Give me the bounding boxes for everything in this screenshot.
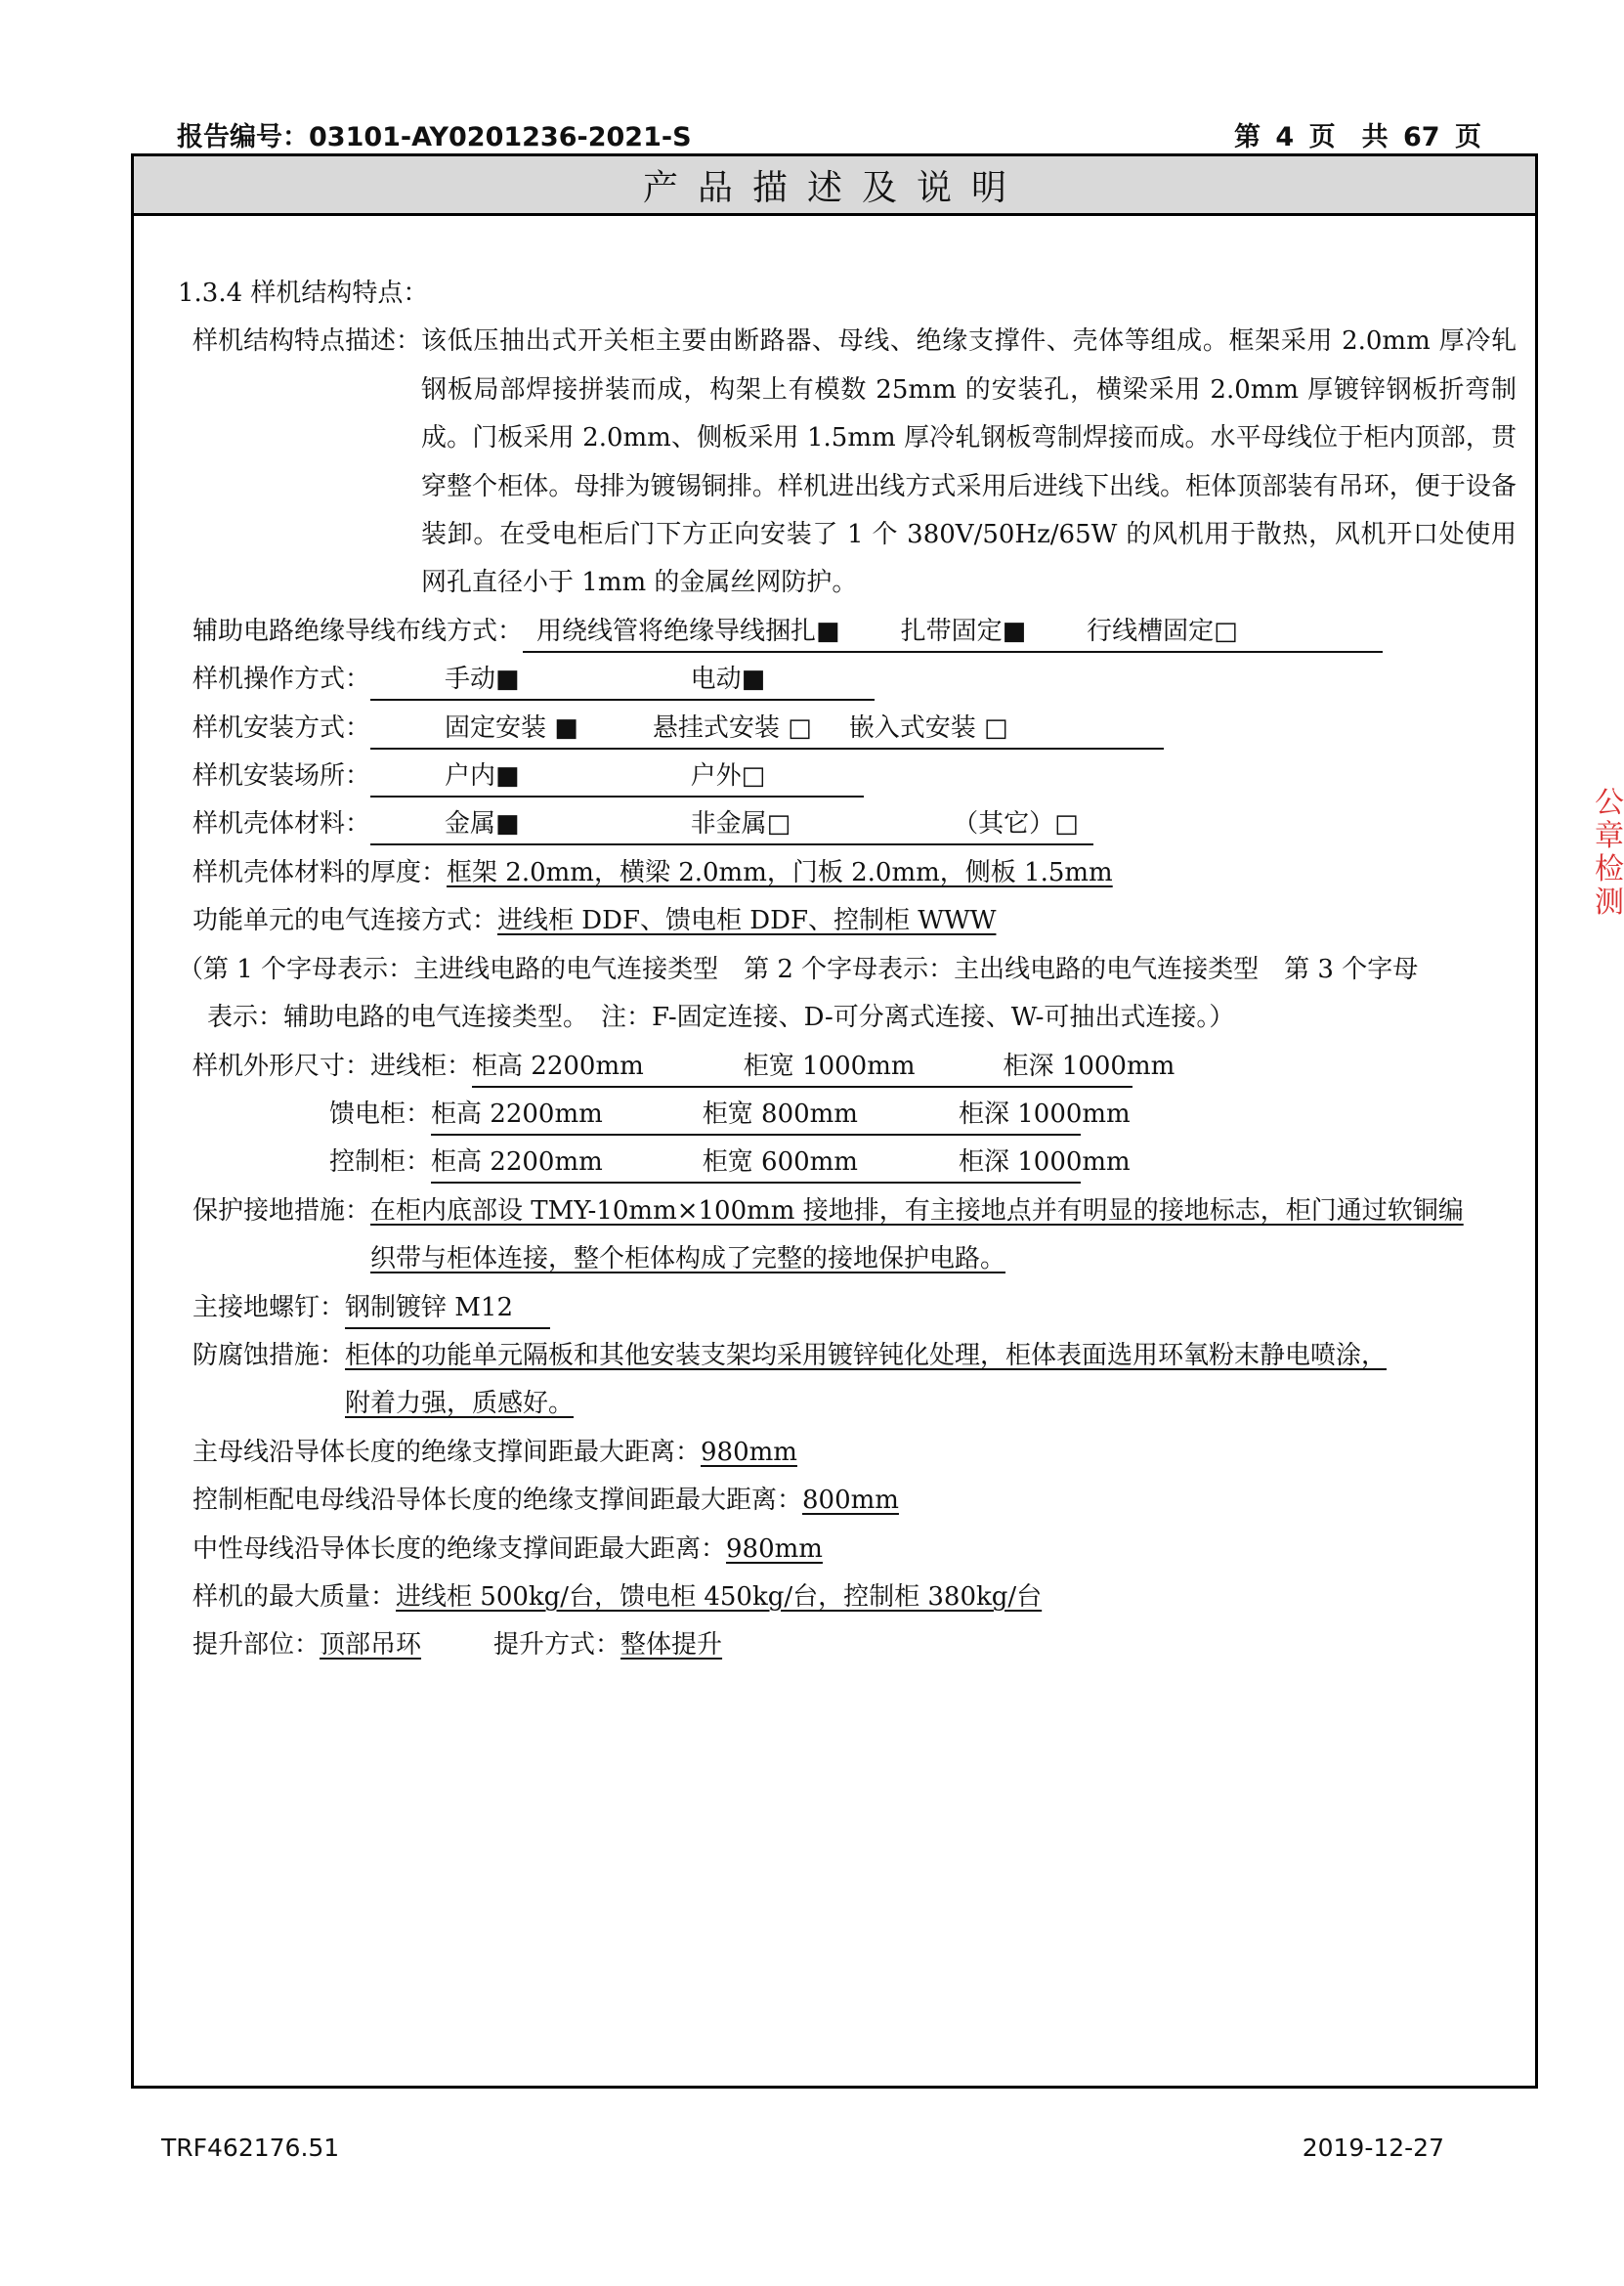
dim-height: 柜高 2200mm bbox=[431, 1099, 603, 1129]
desc-block bbox=[178, 318, 1517, 607]
dim-width: 柜宽 800mm bbox=[702, 1099, 858, 1129]
thickness-row bbox=[178, 849, 1517, 897]
dim-width: 柜宽 1000mm bbox=[743, 1051, 916, 1081]
connection-note-1: （第 1 个字母表示：主进线电路的电气连接类型 第 2 个字母表示：主出线电路的电气连接类型 第 3 个字母 bbox=[178, 954, 1419, 984]
section-heading: 1.3.4 样机结构特点： bbox=[178, 279, 429, 308]
wiring-row bbox=[178, 608, 1517, 656]
page-number: 第 4 页 共 67 页 bbox=[1234, 122, 1481, 152]
main-busbar-label: 主母线沿导体长度的绝缘支撑间距最大距离： bbox=[192, 1437, 702, 1467]
neutral-busbar-row bbox=[178, 1526, 1517, 1574]
location-opt2: 户外□ bbox=[690, 761, 766, 792]
dim-width: 柜宽 600mm bbox=[702, 1147, 858, 1178]
report-number: 报告编号：03101-AY0201236-2021-S bbox=[177, 122, 692, 152]
dim-values bbox=[472, 1047, 1175, 1088]
form-date: 2019-12-27 bbox=[1302, 2134, 1444, 2162]
thickness-value: 框架 2.0mm，横梁 2.0mm，门板 2.0mm，侧板 1.5mm bbox=[447, 857, 1113, 887]
connection-value: 进线柜 DDF、馈电柜 DDF、控制柜 WWW bbox=[497, 906, 997, 936]
seal-stamp-edge: 公 章 检 测 bbox=[1595, 786, 1624, 920]
connection-label: 功能单元的电气连接方式： bbox=[192, 906, 498, 936]
location-label: 样机安装场所： bbox=[192, 761, 371, 792]
dim-height: 柜高 2200mm bbox=[431, 1147, 603, 1178]
mass-value: 进线柜 500kg/台，馈电柜 450kg/台，控制柜 380kg/台 bbox=[396, 1581, 1043, 1612]
enclosure-options bbox=[370, 804, 1093, 845]
lifting-position-label: 提升部位： bbox=[192, 1630, 321, 1661]
operation-opt1: 手动■ bbox=[445, 665, 520, 695]
enclosure-row bbox=[178, 800, 1517, 848]
control-busbar-value: 800mm bbox=[802, 1486, 899, 1516]
lifting-row bbox=[178, 1621, 1517, 1669]
thickness-label: 样机壳体材料的厚度： bbox=[192, 857, 448, 887]
wiring-label: 辅助电路绝缘导线布线方式： bbox=[192, 616, 524, 646]
lifting-position-value: 顶部吊环 bbox=[320, 1630, 422, 1661]
mass-row bbox=[178, 1574, 1517, 1621]
dim-height: 柜高 2200mm bbox=[472, 1051, 644, 1081]
form-code: TRF462176.51 bbox=[161, 2134, 340, 2162]
location-row bbox=[178, 753, 1517, 800]
anticorrosion-row-1 bbox=[178, 1332, 1517, 1380]
control-busbar-label: 控制柜配电母线沿导体长度的绝缘支撑间距最大距离： bbox=[192, 1486, 803, 1516]
grounding-row-1 bbox=[178, 1187, 1517, 1235]
operation-row bbox=[178, 656, 1517, 704]
desc-label: 样机结构特点描述： bbox=[192, 326, 422, 357]
enclosure-label: 样机壳体材料： bbox=[192, 809, 371, 840]
location-opt1: 户内■ bbox=[445, 761, 520, 792]
dim-row-2 bbox=[178, 1091, 1517, 1139]
dim-depth: 柜深 1000mm bbox=[958, 1147, 1131, 1178]
mounting-opt1: 固定安装 ■ bbox=[445, 712, 578, 743]
mounting-label: 样机安装方式： bbox=[192, 712, 371, 743]
dim-name: 进线柜： bbox=[370, 1051, 473, 1081]
operation-label: 样机操作方式： bbox=[192, 665, 371, 695]
main-busbar-row bbox=[178, 1429, 1517, 1477]
connection-row bbox=[178, 897, 1517, 945]
dim-values bbox=[431, 1095, 1131, 1136]
dim-depth: 柜深 1000mm bbox=[958, 1099, 1131, 1129]
grounding-label: 保护接地措施： bbox=[192, 1195, 371, 1226]
ground-screw-value: 钢制镀锌 M12 bbox=[345, 1288, 550, 1329]
dim-values bbox=[431, 1143, 1131, 1184]
enclosure-opt3: （其它）□ bbox=[953, 809, 1079, 840]
neutral-busbar-value: 980mm bbox=[726, 1533, 823, 1564]
enclosure-opt1: 金属■ bbox=[445, 809, 520, 840]
operation-options bbox=[370, 660, 875, 701]
main-busbar-value: 980mm bbox=[701, 1437, 797, 1467]
lifting-method-value: 整体提升 bbox=[620, 1630, 723, 1661]
neutral-busbar-label: 中性母线沿导体长度的绝缘支撑间距最大距离： bbox=[192, 1533, 727, 1564]
dim-row-1 bbox=[178, 1043, 1517, 1091]
mounting-opt3: 嵌入式安装 □ bbox=[848, 712, 1008, 743]
connection-note-2: 表示：辅助电路的电气连接类型。 注：F-固定连接、D-可分离式连接、W-可抽出式连接。） bbox=[207, 1003, 1235, 1033]
content-body bbox=[178, 270, 1517, 1670]
desc-text: 该低压抽出式开关柜主要由断路器、母线、绝缘支撑件、壳体等组成。框架采用 2.0mm 厚冷轧钢板局部焊接拼装而成，构架上有模数 25mm 的安装孔，横梁采用 2.0mm 厚镀锌钢板折弯制成。门板采用 2.0mm、侧板采用 1.5mm 厚冷轧钢板弯制焊接而成。水平母线位于柜内顶部，贯穿整个柜体。母排为镀锡铜排。样机进出线方式采用后进线下出线。柜体顶部装有吊环，便于设备装卸。在受电柜后门下方正向安装了 1 个 380V/50Hz/65W 的风机用于散热，风机开口处使用网孔直径小于 1mm 的金属丝网防护。 bbox=[421, 326, 1517, 598]
grounding-text-2: 织带与柜体连接，整个柜体构成了完整的接地保护电路。 bbox=[370, 1244, 1006, 1274]
wiring-opt2: 扎带固定■ bbox=[900, 616, 1027, 646]
mounting-options bbox=[370, 709, 1164, 750]
mounting-row bbox=[178, 705, 1517, 753]
dim-name: 控制柜： bbox=[329, 1147, 432, 1178]
wiring-opt1: 用绕线管将绝缘导线捆扎■ bbox=[536, 616, 840, 646]
ground-screw-row bbox=[178, 1284, 1517, 1332]
content-frame bbox=[131, 153, 1538, 2089]
anticorrosion-label: 防腐蚀措施： bbox=[192, 1340, 346, 1370]
dim-row-3 bbox=[178, 1139, 1517, 1186]
mounting-opt2: 悬挂式安装 □ bbox=[652, 712, 812, 743]
control-busbar-row bbox=[178, 1477, 1517, 1525]
wiring-opt3: 行线槽固定□ bbox=[1087, 616, 1238, 646]
lifting-method-label: 提升方式： bbox=[493, 1630, 621, 1661]
dim-name: 馈电柜： bbox=[329, 1099, 432, 1129]
page-title: 产品描述及说明 bbox=[134, 156, 1535, 216]
dim-depth: 柜深 1000mm bbox=[1003, 1051, 1175, 1081]
grounding-text-1: 在柜内底部设 TMY-10mm×100mm 接地排，有主接地点并有明显的接地标志，柜门通过软铜编 bbox=[370, 1195, 1464, 1226]
anticorrosion-row-2 bbox=[178, 1380, 1517, 1428]
location-options bbox=[370, 756, 864, 798]
anticorrosion-text-1: 柜体的功能单元隔板和其他安装支架均采用镀锌钝化处理，柜体表面选用环氧粉末静电喷涂， bbox=[345, 1340, 1388, 1370]
wiring-options bbox=[523, 612, 1383, 653]
ground-screw-label: 主接地螺钉： bbox=[192, 1292, 346, 1322]
dimensions-label: 样机外形尺寸： bbox=[192, 1051, 371, 1081]
enclosure-opt2: 非金属□ bbox=[690, 809, 791, 840]
mass-label: 样机的最大质量： bbox=[192, 1581, 397, 1612]
operation-opt2: 电动■ bbox=[690, 665, 766, 695]
grounding-row-2 bbox=[178, 1235, 1517, 1283]
anticorrosion-text-2: 附着力强，质感好。 bbox=[345, 1389, 575, 1419]
